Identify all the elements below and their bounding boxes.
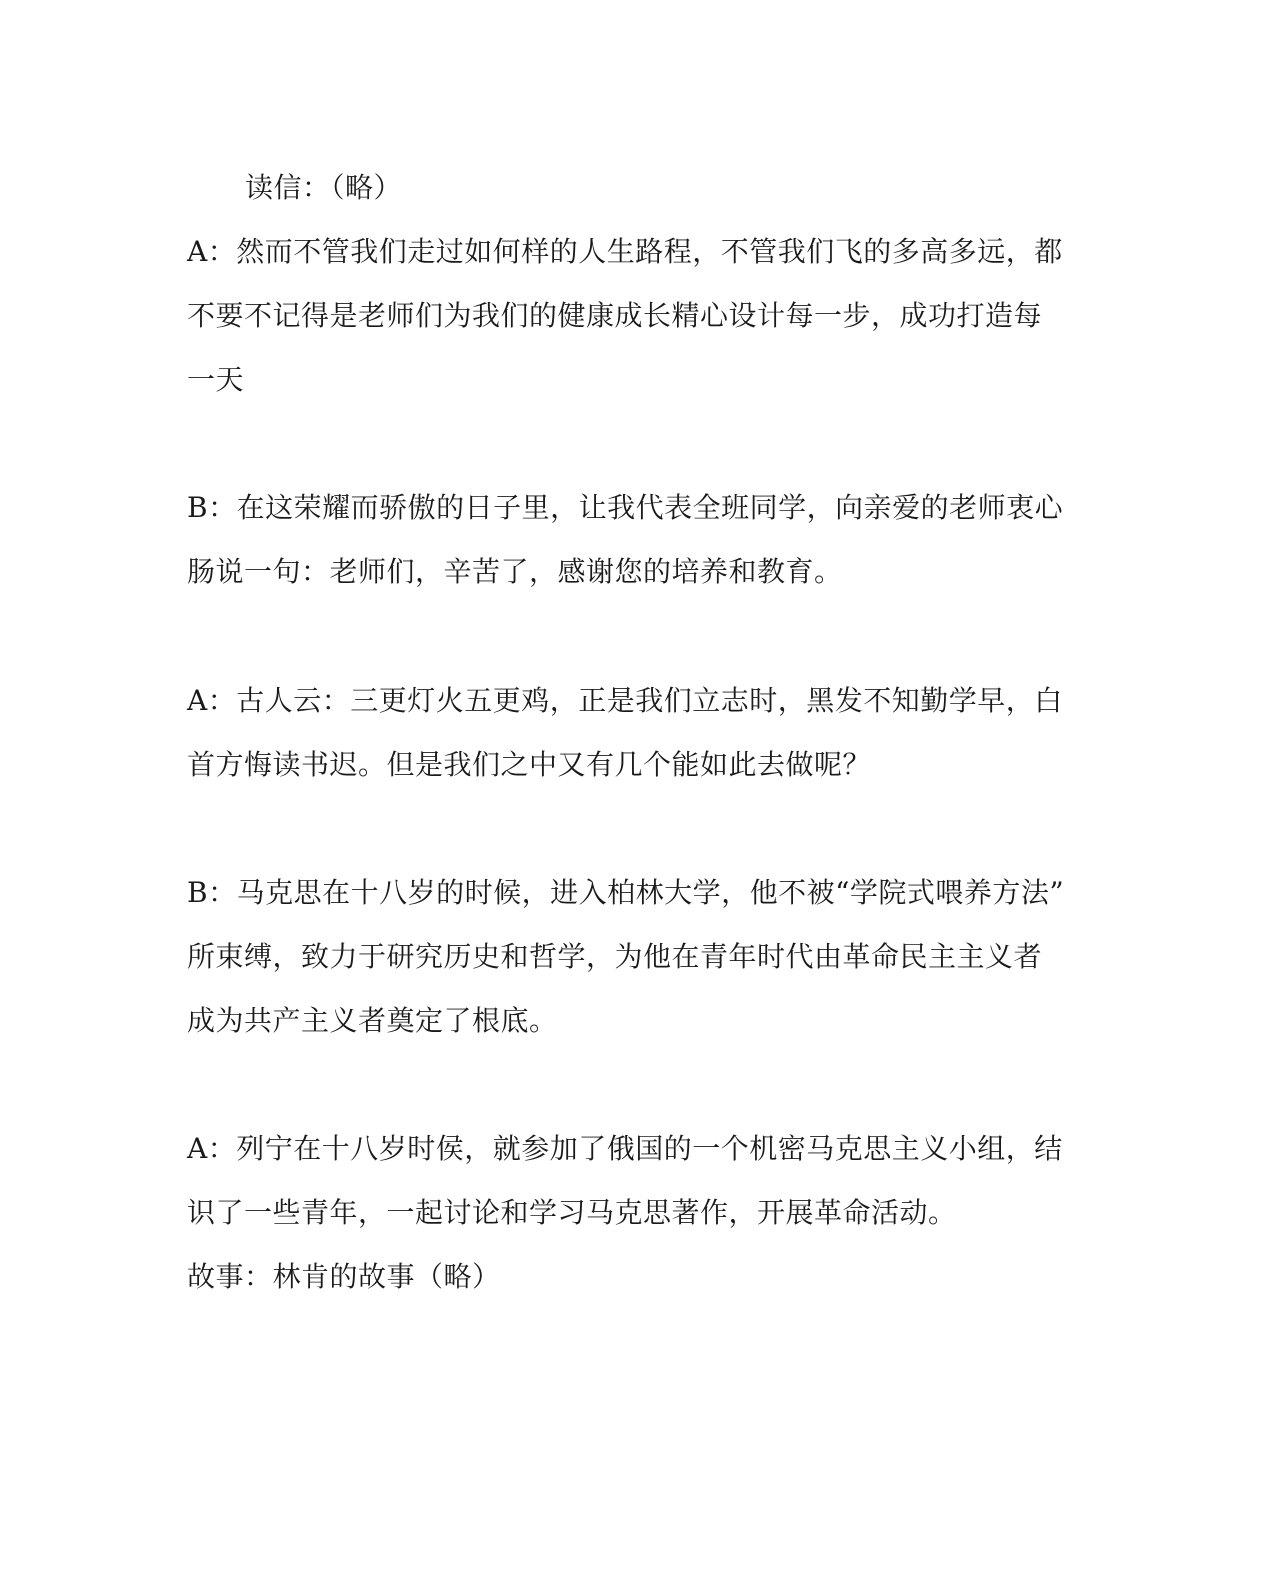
dialogue-a-3-line-2: 识了一些青年，一起讨论和学习马克思著作，开展革命活动。 (187, 1196, 957, 1229)
dialogue-a-2-line-1: A：古人云：三更灯火五更鸡，正是我们立志时，黑发不知勤学早，白 (187, 684, 1063, 717)
dialogue-b-2-line-2: 所束缚，致力于研究历史和哲学，为他在青年时代由革命民主主义者 (187, 940, 1043, 973)
dialogue-a-1-line-3: 一天 (187, 363, 245, 396)
dialogue-a-1-line-1: A：然而不管我们走过如何样的人生路程，不管我们飞的多高多远，都 (187, 235, 1063, 268)
dialogue-b-1-line-2: 肠说一句：老师们，辛苦了，感谢您的培养和教育。 (187, 555, 843, 588)
dialogue-b-1-line-1: B：在这荣耀而骄傲的日子里，让我代表全班同学，向亲爱的老师衷心 (187, 491, 1064, 524)
story-line: 故事：林肯的故事（略） (187, 1260, 501, 1293)
dialogue-b-2-line-3: 成为共产主义者奠定了根底。 (187, 1004, 558, 1037)
letter-reading-line: 读信：（略） (245, 171, 403, 204)
dialogue-a-2-line-2: 首方悔读书迟。但是我们之中又有几个能如此去做呢？ (187, 748, 872, 781)
dialogue-b-2-line-1: B：马克思在十八岁的时候，进入柏林大学，他不被“学院式喂养方法” (187, 876, 1065, 909)
dialogue-a-1-line-2: 不要不记得是老师们为我们的健康成长精心设计每一步，成功打造每 (187, 299, 1043, 332)
dialogue-a-3-line-1: A：列宁在十八岁时侯，就参加了俄国的一个机密马克思主义小组，结 (187, 1132, 1063, 1165)
